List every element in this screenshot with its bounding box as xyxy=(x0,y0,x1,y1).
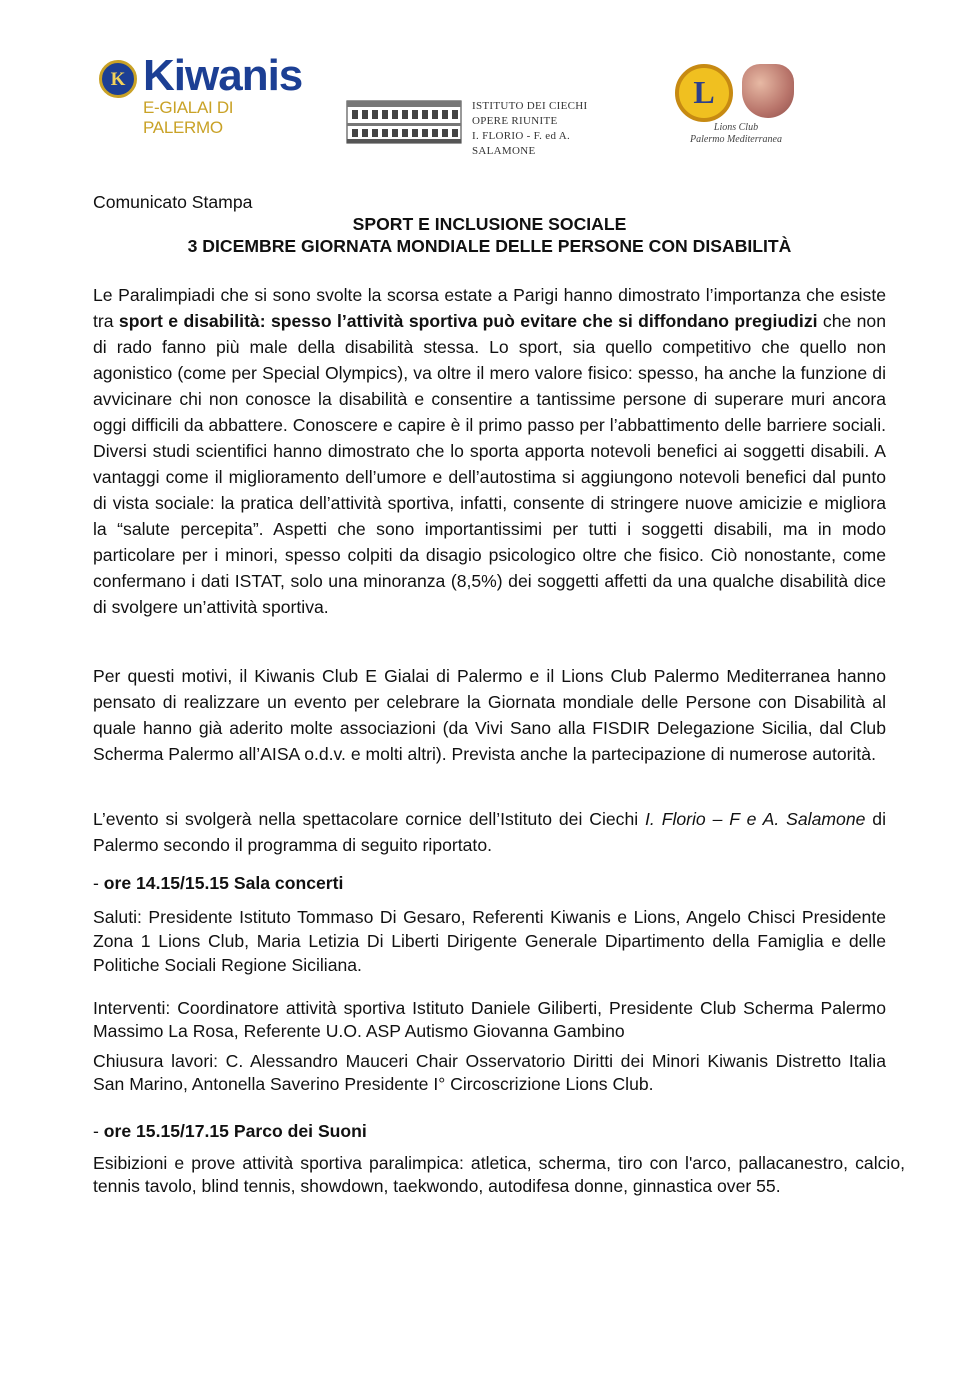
istituto-line1: ISTITUTO DEI CIECHI xyxy=(472,100,588,112)
document-subtitle: 3 DICEMBRE GIORNATA MONDIALE DELLE PERSONE CON DISABILITÀ xyxy=(187,236,792,256)
kiwanis-club-name: E-GIALAI DI PALERMO xyxy=(143,98,234,137)
session2-dash: - xyxy=(93,1121,104,1141)
document-title: SPORT E INCLUSIONE SOCIALE xyxy=(352,214,627,234)
session2-title: ore 15.15/17.15 Parco dei Suoni xyxy=(103,1121,367,1141)
lions-emblem-letter: L xyxy=(693,74,715,110)
paragraph-intro xyxy=(93,282,886,620)
istituto-line2: OPERE RIUNITE xyxy=(472,115,558,127)
session2-esibizioni: Esibizioni e prove attività sportiva paralimpica: atletica, scherma, tiro con l'arco, pallacanestro, calcio, tennis tavolo, blind tennis, showdown, taekwondo, autodifesa donne, ginnastica over 55. xyxy=(93,1153,905,1196)
building-icon xyxy=(346,97,462,145)
paragraph-venue-part2: di Palermo secondo il programma di seguito riportato. xyxy=(93,809,886,855)
paragraph-venue-part1: L’evento si svolgerà nella spettacolare cornice dell’Istituto dei Ciechi xyxy=(93,809,646,829)
lions-caption-line1: Lions Club xyxy=(713,122,759,133)
lions-club-caption xyxy=(672,122,800,146)
paragraph-event: Per questi motivi, il Kiwanis Club E Gialai di Palermo e il Lions Club Palermo Mediterranea hanno pensato di realizzare un evento per celebrare la Giornata mondiale delle Persone con Disabilità al quale hanno già aderito molte associazioni (da Vivi Sano alla FISDIR Delegazione Sicilia, dal Club Scherma Palermo all’AISA o.d.v. e molti altri). Prevista anche la partecipazione di numerose autorità. xyxy=(93,666,886,764)
kiwanis-wordmark: Kiwanis xyxy=(143,51,303,100)
session1-dash: - xyxy=(93,873,104,893)
paragraph-venue xyxy=(93,806,886,858)
kiwanis-logo xyxy=(99,51,314,137)
session1-title: ore 14.15/15.15 Sala concerti xyxy=(103,873,344,893)
venue-name: I. Florio – F e A. Salamone xyxy=(645,809,866,829)
paragraph-intro-part1: Le Paralimpiadi che si sono svolte la scorsa estate a Parigi hanno dimostrato l’importanza che esiste tra xyxy=(93,285,886,331)
lions-club-logo xyxy=(672,62,798,152)
lions-emblem-icon xyxy=(675,64,733,122)
istituto-line3: I. FLORIO - F. ed A. SALAMONE xyxy=(472,130,571,157)
istituto-name xyxy=(472,99,616,159)
kiwanis-emblem-icon xyxy=(99,60,137,98)
session1-interventi: Interventi: Coordinatore attività sportiva Istituto Daniele Giliberti, Presidente Club Scherma Palermo Massimo La Rosa, Referente U.O. ASP Autismo Giovanna Gambino xyxy=(93,998,886,1041)
document-label: Comunicato Stampa xyxy=(93,192,253,212)
session1-chiusura: Chiusura lavori: C. Alessandro Mauceri Chair Osservatorio Diritti dei Minori Kiwanis Distretto Italia San Marino, Antonella Saverino Presidente I° Circoscrizione Lions Club. xyxy=(93,1051,886,1094)
paragraph-intro-part2: che non di rado fanno più male della disabilità stessa. Lo sport, sia quello competitivo che quello non agonistico (come per Special Olympics), va oltre il mero valore fisico: spesso, ha anche la funzione di avvicinare chi non conosce la disabilità e consentire a tantissime persone di superare muri ancora oggi difficili da abbattere. Conoscere e capire è il primo passo per l’abbattimento delle barriere sociali. Diversi studi scientifici hanno dimostrato che lo sporta apporta notevoli benefici ai soggetti disabili. A vantaggi come il miglioramento dell’umore e dell’autostima si aggiungono notevoli benefici dal punto di vista sociale: la pratica dell’attività sportiva, infatti, consente di stringere nuove amicizie e migliora la “salute percepita”. Aspetti che sono importantissimi per tutti i soggetti disabili, ma in modo particolare per i minori, spesso colpiti da disagio psicologico oltre che fisico. Ciò nonostante, come confermano i dati ISTAT, solo una minoranza (8,5%) dei soggetti affetti da una qualche disabilità dice di svolgere un’attività sportiva. xyxy=(93,311,887,617)
lions-club-artwork xyxy=(742,64,794,118)
session2-heading xyxy=(93,1118,886,1144)
kiwanis-emblem-letter: K xyxy=(110,69,126,90)
lions-caption-line2: Palermo Mediterranea xyxy=(690,134,782,145)
session1-heading xyxy=(93,870,886,896)
paragraph-intro-bold: sport e disabilità: spesso l’attività sportiva può evitare che si diffondano pregiudizi xyxy=(118,311,818,331)
istituto-ciechi-logo xyxy=(346,95,616,157)
session1-saluti: Saluti: Presidente Istituto Tommaso Di Gesaro, Referenti Kiwanis e Lions, Angelo Chisci Presidente Zona 1 Lions Club, Maria Letizia Di Liberti Dirigente Generale Dipartimento della Famiglia e delle Politiche Sociali Regione Siciliana. xyxy=(93,907,886,975)
